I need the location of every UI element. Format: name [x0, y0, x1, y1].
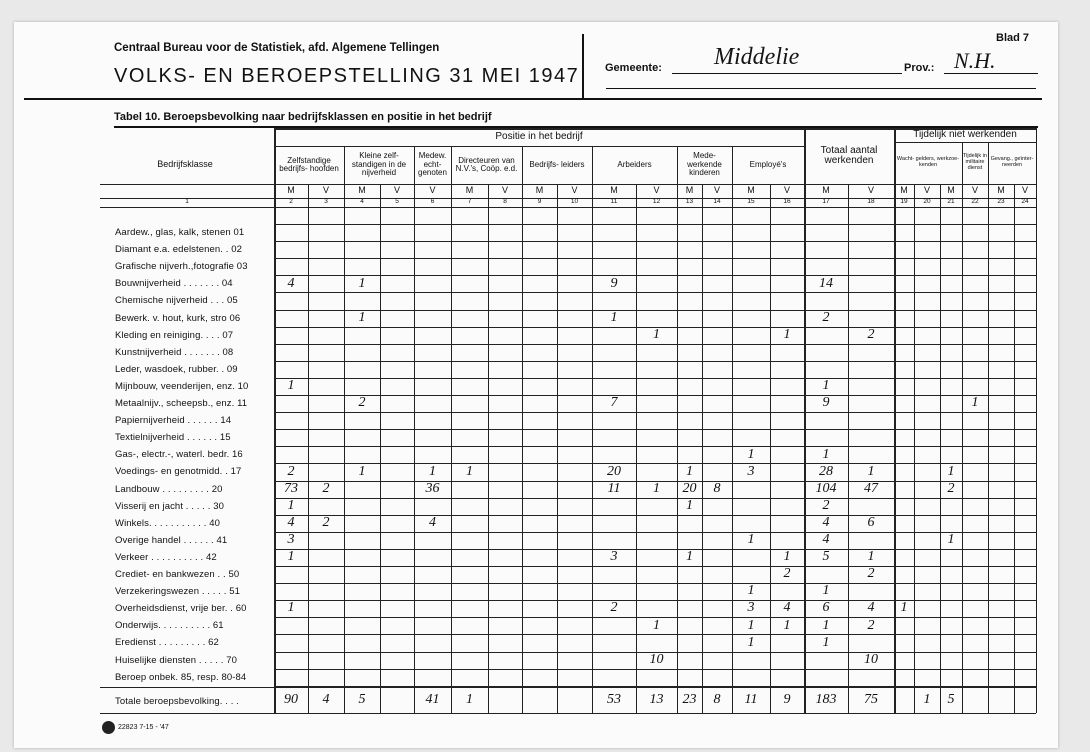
group-header-3: Medew. echt- genoten	[418, 151, 447, 178]
col-number: 15	[747, 198, 755, 206]
handwritten-value: 1	[429, 463, 436, 479]
handwritten-value: 1	[867, 463, 875, 479]
handwritten-value: 9	[610, 275, 618, 291]
totals-bottom-rule	[100, 713, 1036, 714]
handwritten-value: 4	[287, 514, 295, 530]
row-label: Visserij en jacht . . . . . 30	[115, 500, 224, 512]
col-number: 10	[570, 198, 579, 206]
row-label: Verkeer . . . . . . . . . . 42	[115, 551, 217, 563]
total-value: 9	[783, 691, 791, 707]
handwritten-value: 1	[653, 326, 660, 342]
handwritten-value: 1	[747, 583, 755, 599]
header-rule-thick	[24, 98, 1042, 100]
handwritten-value: 73	[284, 480, 298, 496]
row-rule	[274, 549, 1036, 550]
row-label: Landbouw . . . . . . . . . 20	[115, 483, 223, 495]
bedrijfsklasse-header: Bedrijfsklasse	[157, 159, 213, 170]
handwritten-value: 1	[686, 463, 693, 479]
handwritten-value: 1	[783, 617, 791, 633]
group-header-8: Employé's	[749, 159, 787, 169]
mv-label: V	[653, 185, 660, 196]
row-rule	[274, 429, 1036, 430]
col-number: 17	[822, 198, 830, 206]
total-value: 41	[425, 691, 440, 707]
mv-label: M	[997, 185, 1005, 196]
handwritten-value: 2	[822, 497, 830, 513]
row-rule	[274, 412, 1036, 413]
row-label: Crediet- en bankwezen . . 50	[115, 569, 240, 580]
body-rule	[100, 207, 1036, 208]
total-value: 8	[713, 691, 721, 707]
print-code: 22823 7-15 - '47	[118, 724, 169, 731]
col-number: 23	[997, 198, 1005, 206]
row-rule	[274, 634, 1036, 635]
col-number: 1	[185, 198, 189, 206]
prov-value: N.H.	[954, 48, 996, 73]
handwritten-value: 1	[822, 634, 830, 650]
handwritten-value: 3	[747, 463, 755, 479]
row-rule	[274, 446, 1036, 447]
handwritten-value: 2	[358, 395, 366, 411]
handwritten-value: 1	[947, 532, 955, 547]
group-header-4: Directeuren van N.V.'s, Coöp. e.d.	[455, 155, 518, 173]
tijdelijk-header: Tijdelijk niet werkenden	[913, 128, 1017, 140]
handwritten-value: 2	[783, 566, 791, 582]
header-rule	[606, 88, 1036, 89]
total-value: 13	[649, 691, 664, 707]
group-header-6: Arbeiders	[617, 159, 652, 169]
sheet-number: Blad 7	[996, 32, 1030, 44]
row-label: Grafische nijverh.,fotografie 03	[115, 261, 248, 273]
mv-label: M	[747, 185, 755, 196]
mv-label: V	[783, 185, 790, 196]
total-value: 183	[815, 691, 837, 707]
totals-label: Totale beroepsbevolking. . . .	[115, 696, 239, 707]
row-label: Winkels. . . . . . . . . . . 40	[115, 517, 220, 529]
handwritten-value: 3	[610, 549, 618, 565]
row-label: Aardew., glas, kalk, stenen 01	[115, 227, 245, 238]
handwritten-value: 1	[287, 600, 295, 616]
organization-name: Centraal Bureau voor de Statistiek, afd. Algemene Tellingen	[114, 42, 440, 54]
handwritten-value: 1	[358, 463, 366, 479]
row-label: Bouwnijverheid . . . . . . . 04	[115, 278, 233, 290]
mv-label: M	[822, 185, 830, 196]
table-title: Tabel 10. Beroepsbevolking naar bedrijfsklassen en positie in het bedrijf	[114, 111, 492, 123]
row-rule	[274, 515, 1036, 516]
handwritten-value: 2	[610, 600, 618, 616]
row-label: Overheidsdienst, vrije ber. . 60	[115, 603, 247, 615]
row-label: Beroep onbek. 85, resp. 80-84	[115, 671, 247, 683]
mv-label: M	[900, 185, 908, 196]
row-label: Leder, wasdoek, rubber. . 09	[115, 363, 238, 375]
handwritten-value: 1	[822, 583, 830, 599]
total-value: 1	[923, 691, 931, 707]
row-label: Overige handel . . . . . . 41	[115, 534, 228, 546]
row-rule	[274, 241, 1036, 242]
handwritten-value: 2	[867, 566, 875, 582]
row-label: Kunstnijverheid . . . . . . . 08	[115, 346, 234, 358]
handwritten-value: 1	[822, 378, 830, 394]
mv-label: M	[685, 185, 694, 196]
row-label: Huiselijke diensten . . . . . 70	[115, 654, 238, 666]
handwritten-value: 4	[783, 600, 791, 616]
col-number: 16	[783, 198, 791, 206]
total-value: 53	[607, 691, 621, 707]
handwritten-value: 2	[322, 514, 330, 530]
handwritten-value: 28	[819, 463, 833, 479]
row-rule	[274, 669, 1036, 670]
row-rule	[274, 583, 1036, 584]
handwritten-value: 1	[747, 634, 755, 650]
mv-label: V	[393, 185, 400, 196]
handwritten-value: 2	[287, 463, 295, 479]
handwritten-value: 1	[867, 549, 875, 565]
row-label: Verzekeringswezen . . . . . 51	[115, 586, 240, 598]
row-rule	[274, 566, 1036, 567]
row-label: Papiernijverheid . . . . . . 14	[115, 415, 232, 427]
handwritten-value: 1	[686, 497, 693, 513]
handwritten-value: 1	[822, 617, 830, 633]
total-value: 5	[358, 691, 366, 707]
handwritten-value: 1	[686, 549, 693, 565]
group-header-1: Zelfstandige bedrijfs- hoofden	[279, 155, 339, 173]
handwritten-value: 1	[747, 532, 755, 547]
handwritten-value: 4	[287, 275, 295, 291]
col-number: 19	[900, 198, 908, 206]
handwritten-value: 8	[713, 480, 721, 496]
total-value: 23	[682, 691, 697, 707]
col-number: 12	[652, 198, 661, 206]
col-number: 5	[395, 198, 399, 206]
totaal-header: Totaal aantal werkenden	[820, 144, 878, 166]
positie-header: Positie in het bedrijf	[495, 130, 583, 142]
mv-label: V	[867, 185, 874, 196]
cbs-logo-icon	[102, 721, 115, 734]
col-number: 2	[289, 198, 293, 206]
totals-top-rule	[100, 687, 1036, 688]
handwritten-value: 1	[287, 497, 295, 513]
handwritten-value: 1	[747, 446, 755, 462]
census-form-page	[14, 22, 1058, 748]
handwritten-value: 104	[815, 480, 837, 496]
row-label: Textielnijverheid . . . . . . 15	[115, 432, 231, 444]
mv-label: V	[571, 185, 578, 196]
col-number: 3	[324, 198, 328, 206]
handwritten-value: 3	[747, 600, 755, 616]
col-number: 13	[685, 198, 694, 206]
handwritten-value: 1	[466, 463, 473, 479]
row-label: Bewerk. v. hout, kurk, stro 06	[115, 312, 241, 324]
col-number: 6	[430, 198, 435, 206]
handwritten-value: 4	[867, 600, 875, 616]
handwritten-value: 2	[322, 480, 330, 496]
row-rule	[274, 498, 1036, 499]
tijdelijk-header-3: Gevang., geïnter- neerden	[990, 156, 1034, 168]
mv-label: V	[1021, 185, 1028, 196]
row-rule	[274, 275, 1036, 276]
handwritten-value: 1	[653, 480, 660, 496]
row-label: Mijnbouw, veenderijen, enz. 10	[115, 380, 249, 392]
handwritten-value: 1	[610, 309, 618, 325]
handwritten-value: 3	[287, 532, 295, 547]
handwritten-value: 6	[867, 514, 875, 530]
col-number: 22	[971, 198, 979, 206]
gemeente-label: Gemeente:	[605, 62, 662, 74]
col-number: 21	[947, 198, 955, 206]
tijdelijk-header-2: Tijdelijk in militaire dienst	[963, 153, 987, 171]
form-title: VOLKS- EN BEROEPSTELLING 31 MEI 1947	[114, 65, 580, 87]
handwritten-value: 1	[747, 617, 755, 633]
col-number: 20	[923, 198, 931, 206]
prov-label: Prov.:	[904, 62, 935, 74]
row-rule	[274, 395, 1036, 396]
handwritten-value: 11	[607, 480, 621, 496]
handwritten-value: 10	[649, 651, 664, 667]
row-label: Eredienst . . . . . . . . . 62	[115, 637, 219, 649]
mv-label: V	[501, 185, 508, 196]
col-number: 18	[867, 198, 875, 206]
total-value: 75	[864, 691, 878, 707]
col-number: 11	[610, 198, 618, 206]
handwritten-value: 20	[607, 463, 621, 479]
handwritten-value: 14	[819, 275, 833, 291]
gemeente-line	[672, 73, 902, 74]
row-rule	[274, 344, 1036, 345]
mv-label: V	[322, 185, 329, 196]
handwritten-value: 1	[900, 600, 908, 616]
handwritten-value: 9	[822, 395, 830, 411]
handwritten-value: 2	[867, 617, 875, 633]
mv-label: M	[358, 185, 366, 196]
row-rule	[274, 463, 1036, 464]
gemeente-value: Middelie	[714, 44, 800, 70]
tijdelijk-header-1: Wacht- gelders, werkzoe- kenden	[896, 156, 960, 168]
col-number: 4	[360, 198, 364, 206]
group-header-7: Mede- werkende kinderen	[687, 151, 722, 178]
row-label: Chemische nijverheid . . . 05	[115, 295, 238, 307]
mv-label: V	[429, 185, 436, 196]
handwritten-value: 1	[783, 549, 791, 565]
handwritten-value: 6	[822, 600, 830, 616]
handwritten-value: 1	[783, 326, 791, 342]
row-rule	[274, 600, 1036, 601]
header-divider	[582, 34, 584, 98]
handwritten-value: 1	[822, 446, 830, 462]
col-number: 9	[537, 198, 542, 206]
row-label: Metaalnijv., scheepsb., enz. 11	[115, 398, 248, 409]
handwritten-value: 7	[610, 395, 618, 411]
row-label: Onderwijs. . . . . . . . . . 61	[115, 620, 224, 632]
handwritten-value: 1	[358, 275, 366, 291]
handwritten-value: 5	[822, 549, 830, 565]
handwritten-value: 1	[653, 617, 660, 633]
total-value: 1	[466, 691, 473, 707]
row-rule	[274, 292, 1036, 293]
col-number: 8	[503, 198, 507, 206]
table-right-rule	[1036, 128, 1037, 713]
mv-label: V	[923, 185, 930, 196]
handwritten-value: 20	[682, 480, 697, 496]
handwritten-value: 36	[425, 480, 440, 496]
handwritten-value: 47	[864, 480, 878, 496]
total-value: 5	[947, 691, 955, 707]
handwritten-value: 4	[822, 514, 830, 530]
row-rule	[274, 258, 1036, 259]
handwritten-value: 1	[287, 378, 295, 394]
handwritten-value: 1	[971, 395, 979, 411]
row-rule	[274, 361, 1036, 362]
row-rule	[274, 224, 1036, 225]
group-header-5: Bedrijfs- leiders	[529, 159, 585, 169]
row-rule	[274, 310, 1036, 311]
handwritten-value: 2	[822, 309, 830, 325]
row-label: Kleding en reiniging. . . . 07	[115, 329, 234, 341]
handwritten-value: 10	[864, 651, 878, 667]
row-label: Gas-, electr.-, waterl. bedr. 16	[115, 449, 243, 461]
group-header-2: Kleine zelf- standigen in de nijverheid	[351, 151, 407, 178]
mv-label: V	[971, 185, 978, 196]
mv-label: M	[610, 185, 618, 196]
handwritten-value: 1	[947, 463, 955, 479]
handwritten-value: 2	[947, 480, 955, 496]
row-label: Diamant e.a. edelstenen. . 02	[115, 244, 243, 256]
col-number: 24	[1021, 198, 1029, 206]
mv-label: M	[287, 185, 295, 196]
row-rule	[274, 532, 1036, 533]
handwritten-value: 2	[867, 326, 875, 342]
handwritten-value: 1	[287, 549, 295, 565]
row-label: Voedings- en genotmidd. . 17	[115, 466, 242, 478]
col-number: 14	[713, 198, 721, 206]
mv-label: M	[535, 185, 544, 196]
handwritten-value: 4	[429, 514, 436, 530]
handwritten-value: 4	[822, 532, 830, 547]
handwritten-value: 1	[358, 309, 366, 325]
row-rule	[274, 378, 1036, 379]
total-value: 11	[744, 691, 758, 707]
col-number: 7	[467, 198, 472, 206]
mv-label: M	[947, 185, 955, 196]
total-value: 90	[284, 691, 298, 707]
total-value: 4	[322, 691, 330, 707]
mv-label: M	[465, 185, 474, 196]
mv-label: V	[713, 185, 720, 196]
